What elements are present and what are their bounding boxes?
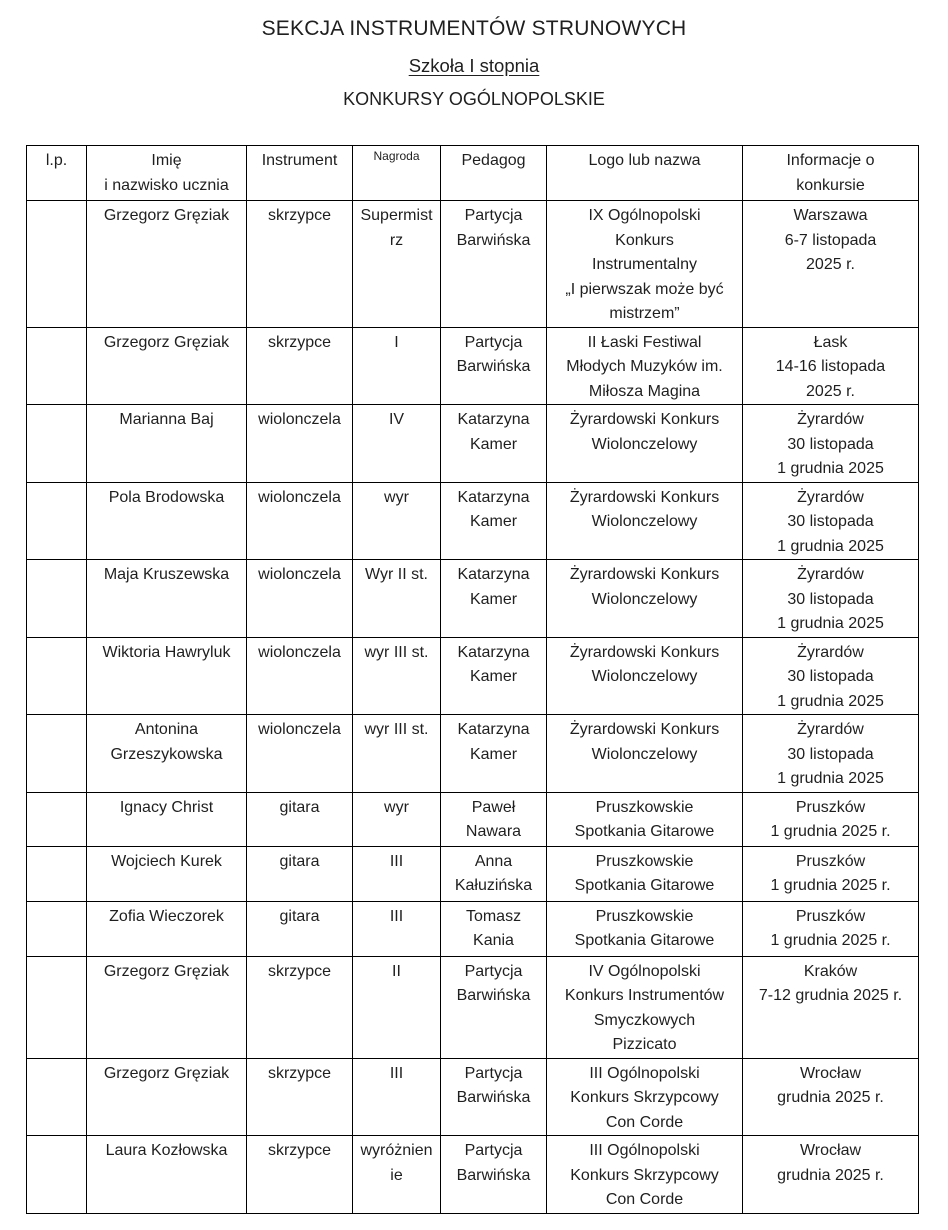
cell-award: wyr III st. [353, 715, 441, 793]
cell-student: Laura Kozłowska [87, 1136, 247, 1214]
cell-teacher: Katarzyna Kamer [441, 637, 547, 715]
cell-info: Żyrardów 30 listopada 1 grudnia 2025 [743, 405, 919, 483]
cell-teacher: Katarzyna Kamer [441, 405, 547, 483]
table-row [27, 792, 919, 846]
table-row [27, 956, 919, 1058]
cell-award: wyr III st. [353, 637, 441, 715]
cell-info: Warszawa 6-7 listopada 2025 r. [743, 201, 919, 328]
cell-instrument: wiolonczela [247, 560, 353, 638]
cell-info: Wrocław grudnia 2025 r. [743, 1136, 919, 1214]
cell-lp [27, 901, 87, 956]
cell-award: III [353, 846, 441, 901]
cell-award: I [353, 327, 441, 405]
school-level-subtitle: Szkoła I stopnia [408, 55, 540, 76]
cell-lp [27, 1058, 87, 1136]
cell-competition: IX Ogólnopolski Konkurs Instrumentalny „I pierwszak może być mistrzem” [547, 201, 743, 328]
section-title: SEKCJA INSTRUMENTÓW STRUNOWYCH [261, 17, 687, 40]
cell-info: Kraków 7-12 grudnia 2025 r. [743, 956, 919, 1058]
cell-competition: Pruszkowskie Spotkania Gitarowe [547, 792, 743, 846]
cell-competition: III Ogólnopolski Konkurs Skrzypcowy Con Corde [547, 1136, 743, 1214]
cell-teacher: Katarzyna Kamer [441, 715, 547, 793]
cell-award: III [353, 1058, 441, 1136]
header-row [27, 146, 919, 201]
cell-student: Wiktoria Hawryluk [87, 637, 247, 715]
cell-student: Grzegorz Gręziak [87, 327, 247, 405]
cell-student: Antonina Grzeszykowska [87, 715, 247, 793]
cell-instrument: gitara [247, 792, 353, 846]
cell-award: wyróżnien ie [353, 1136, 441, 1214]
cell-instrument: wiolonczela [247, 715, 353, 793]
cell-lp [27, 715, 87, 793]
cell-instrument: skrzypce [247, 327, 353, 405]
cell-lp [27, 846, 87, 901]
cell-award: II [353, 956, 441, 1058]
col-header-info: Informacje o konkursie [743, 146, 919, 201]
cell-award: III [353, 901, 441, 956]
cell-instrument: wiolonczela [247, 405, 353, 483]
cell-lp [27, 327, 87, 405]
competitions-table [26, 145, 919, 1214]
cell-competition: Żyrardowski Konkurs Wiolonczelowy [547, 405, 743, 483]
cell-info: Łask 14-16 listopada 2025 r. [743, 327, 919, 405]
cell-award: wyr [353, 482, 441, 560]
cell-student: Grzegorz Gręziak [87, 201, 247, 328]
cell-info: Żyrardów 30 listopada 1 grudnia 2025 [743, 482, 919, 560]
cell-lp [27, 956, 87, 1058]
cell-competition: IV Ogólnopolski Konkurs Instrumentów Smyczkowych Pizzicato [547, 956, 743, 1058]
cell-lp [27, 1136, 87, 1214]
cell-student: Pola Brodowska [87, 482, 247, 560]
table-row [27, 482, 919, 560]
cell-teacher: Katarzyna Kamer [441, 482, 547, 560]
col-header-competition: Logo lub nazwa [547, 146, 743, 201]
cell-lp [27, 201, 87, 328]
cell-lp [27, 405, 87, 483]
cell-info: Pruszków 1 grudnia 2025 r. [743, 846, 919, 901]
cell-student: Marianna Baj [87, 405, 247, 483]
cell-competition: II Łaski Festiwal Młodych Muzyków im. Miłosza Magina [547, 327, 743, 405]
cell-competition: Żyrardowski Konkurs Wiolonczelowy [547, 560, 743, 638]
cell-lp [27, 482, 87, 560]
cell-lp [27, 792, 87, 846]
cell-teacher: Partycja Barwińska [441, 327, 547, 405]
cell-teacher: Anna Kałuzińska [441, 846, 547, 901]
table-row [27, 1058, 919, 1136]
cell-student: Wojciech Kurek [87, 846, 247, 901]
cell-info: Żyrardów 30 listopada 1 grudnia 2025 [743, 715, 919, 793]
cell-student: Grzegorz Gręziak [87, 1058, 247, 1136]
table-row [27, 901, 919, 956]
cell-teacher: Tomasz Kania [441, 901, 547, 956]
cell-instrument: gitara [247, 901, 353, 956]
col-header-student: Imię i nazwisko ucznia [87, 146, 247, 201]
cell-competition: Pruszkowskie Spotkania Gitarowe [547, 846, 743, 901]
cell-award: Supermist rz [353, 201, 441, 328]
cell-teacher: Katarzyna Kamer [441, 560, 547, 638]
cell-instrument: wiolonczela [247, 482, 353, 560]
cell-instrument: skrzypce [247, 1136, 353, 1214]
table-row [27, 327, 919, 405]
cell-competition: III Ogólnopolski Konkurs Skrzypcowy Con Corde [547, 1058, 743, 1136]
cell-competition: Żyrardowski Konkurs Wiolonczelowy [547, 715, 743, 793]
cell-teacher: Paweł Nawara [441, 792, 547, 846]
cell-award: Wyr II st. [353, 560, 441, 638]
cell-info: Żyrardów 30 listopada 1 grudnia 2025 [743, 560, 919, 638]
col-header-teacher: Pedagog [441, 146, 547, 201]
cell-competition: Pruszkowskie Spotkania Gitarowe [547, 901, 743, 956]
cell-instrument: gitara [247, 846, 353, 901]
cell-info: Pruszków 1 grudnia 2025 r. [743, 792, 919, 846]
table-row [27, 637, 919, 715]
cell-student: Maja Kruszewska [87, 560, 247, 638]
table-row [27, 846, 919, 901]
table-row [27, 715, 919, 793]
cell-info: Żyrardów 30 listopada 1 grudnia 2025 [743, 637, 919, 715]
cell-teacher: Partycja Barwińska [441, 201, 547, 328]
cell-info: Wrocław grudnia 2025 r. [743, 1058, 919, 1136]
cell-lp [27, 560, 87, 638]
cell-instrument: skrzypce [247, 201, 353, 328]
cell-instrument: skrzypce [247, 956, 353, 1058]
cell-award: IV [353, 405, 441, 483]
category-title: KONKURSY OGÓLNOPOLSKIE [343, 89, 605, 109]
cell-teacher: Partycja Barwińska [441, 1058, 547, 1136]
cell-info: Pruszków 1 grudnia 2025 r. [743, 901, 919, 956]
cell-competition: Żyrardowski Konkurs Wiolonczelowy [547, 637, 743, 715]
table-row [27, 405, 919, 483]
cell-student: Zofia Wieczorek [87, 901, 247, 956]
cell-teacher: Partycja Barwińska [441, 1136, 547, 1214]
cell-instrument: skrzypce [247, 1058, 353, 1136]
cell-lp [27, 637, 87, 715]
col-header-lp: l.p. [27, 146, 87, 201]
cell-award: wyr [353, 792, 441, 846]
table-row [27, 1136, 919, 1214]
col-header-award: Nagroda [353, 146, 441, 201]
cell-instrument: wiolonczela [247, 637, 353, 715]
table-row [27, 201, 919, 328]
cell-student: Grzegorz Gręziak [87, 956, 247, 1058]
table-row [27, 560, 919, 638]
cell-teacher: Partycja Barwińska [441, 956, 547, 1058]
cell-student: Ignacy Christ [87, 792, 247, 846]
col-header-instrument: Instrument [247, 146, 353, 201]
cell-competition: Żyrardowski Konkurs Wiolonczelowy [547, 482, 743, 560]
